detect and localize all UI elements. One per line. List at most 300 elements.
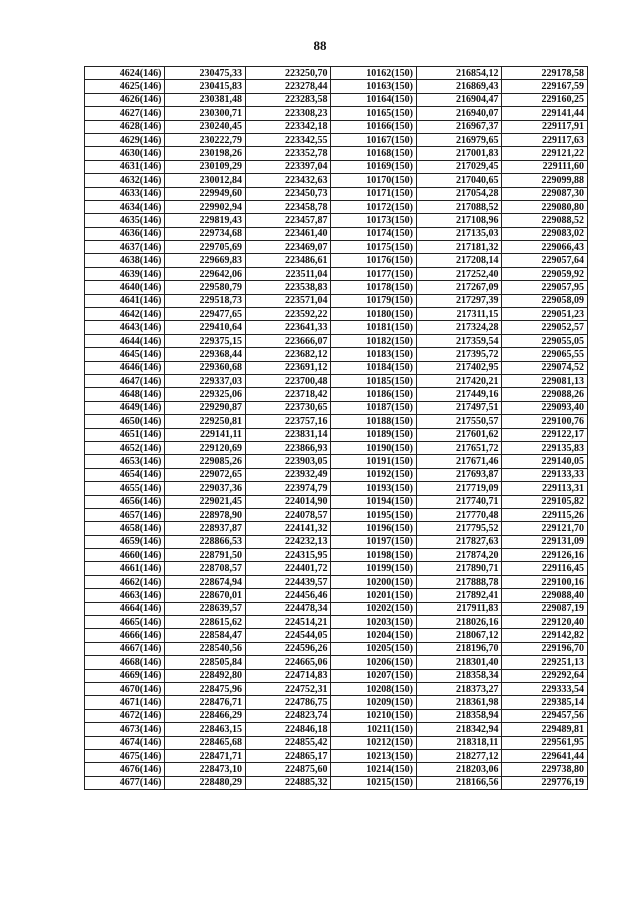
point-id-cell: 10198(150)	[331, 549, 417, 562]
coord-y-cell: 229100,16	[502, 575, 588, 588]
coord-x-cell: 228471,71	[165, 749, 245, 762]
point-id-cell: 10169(150)	[331, 160, 417, 173]
coord-x-cell: 217181,32	[416, 241, 502, 254]
coord-x-cell: 217827,63	[416, 535, 502, 548]
coord-x-cell: 230240,45	[165, 120, 245, 133]
point-id-cell: 4676(146)	[85, 763, 165, 776]
page-number: 88	[313, 38, 327, 53]
coord-y-cell: 223691,12	[245, 361, 331, 374]
coord-x-cell: 229120,69	[165, 441, 245, 454]
coord-y-cell: 224478,34	[245, 602, 331, 615]
coord-y-cell: 224315,95	[245, 549, 331, 562]
coord-y-cell: 229088,26	[502, 388, 588, 401]
coord-y-cell: 229088,40	[502, 589, 588, 602]
table-row	[85, 174, 588, 187]
coord-y-cell: 229117,91	[502, 120, 588, 133]
table-row	[85, 401, 588, 414]
point-id-cell: 4661(146)	[85, 562, 165, 575]
point-id-cell: 4626(146)	[85, 93, 165, 106]
table-row	[85, 736, 588, 749]
coord-y-cell: 229087,30	[502, 187, 588, 200]
point-id-cell: 4669(146)	[85, 669, 165, 682]
coord-x-cell: 218358,34	[416, 669, 502, 682]
coord-x-cell: 229949,60	[165, 187, 245, 200]
point-id-cell: 10173(150)	[331, 214, 417, 227]
coord-x-cell: 216940,07	[416, 107, 502, 120]
table-row	[85, 334, 588, 347]
coord-y-cell: 229058,09	[502, 294, 588, 307]
table-row	[85, 214, 588, 227]
point-id-cell: 4650(146)	[85, 415, 165, 428]
point-id-cell: 4671(146)	[85, 696, 165, 709]
coord-x-cell: 218361,98	[416, 696, 502, 709]
point-id-cell: 10171(150)	[331, 187, 417, 200]
coord-x-cell: 228473,10	[165, 763, 245, 776]
point-id-cell: 10205(150)	[331, 642, 417, 655]
coord-y-cell: 224752,31	[245, 682, 331, 695]
table-row	[85, 227, 588, 240]
coord-x-cell: 228465,68	[165, 736, 245, 749]
table-row	[85, 67, 588, 80]
coord-x-cell: 230300,71	[165, 107, 245, 120]
point-id-cell: 4644(146)	[85, 334, 165, 347]
point-id-cell: 10213(150)	[331, 749, 417, 762]
coord-x-cell: 218166,56	[416, 776, 502, 789]
point-id-cell: 10165(150)	[331, 107, 417, 120]
table-row	[85, 522, 588, 535]
coord-y-cell: 224078,57	[245, 508, 331, 521]
point-id-cell: 4666(146)	[85, 629, 165, 642]
point-id-cell: 4667(146)	[85, 642, 165, 655]
coord-x-cell: 228476,71	[165, 696, 245, 709]
coord-y-cell: 229776,19	[502, 776, 588, 789]
point-id-cell: 4663(146)	[85, 589, 165, 602]
coord-x-cell: 217252,40	[416, 267, 502, 280]
table-row	[85, 441, 588, 454]
coord-y-cell: 224823,74	[245, 709, 331, 722]
table-row	[85, 589, 588, 602]
coord-y-cell: 224514,21	[245, 616, 331, 629]
point-id-cell: 10177(150)	[331, 267, 417, 280]
table-row	[85, 321, 588, 334]
point-id-cell: 10188(150)	[331, 415, 417, 428]
coord-x-cell: 217395,72	[416, 348, 502, 361]
point-id-cell: 10168(150)	[331, 147, 417, 160]
coord-y-cell: 224401,72	[245, 562, 331, 575]
coord-x-cell: 230222,79	[165, 133, 245, 146]
table-row	[85, 562, 588, 575]
coord-x-cell: 216979,65	[416, 133, 502, 146]
point-id-cell: 4674(146)	[85, 736, 165, 749]
table-row	[85, 120, 588, 133]
coord-x-cell: 217719,09	[416, 482, 502, 495]
coord-y-cell: 229065,55	[502, 348, 588, 361]
coord-x-cell: 217040,65	[416, 174, 502, 187]
point-id-cell: 4639(146)	[85, 267, 165, 280]
point-id-cell: 10203(150)	[331, 616, 417, 629]
coord-y-cell: 229117,63	[502, 133, 588, 146]
coord-y-cell: 223592,22	[245, 308, 331, 321]
point-id-cell: 10211(150)	[331, 723, 417, 736]
coord-y-cell: 229131,09	[502, 535, 588, 548]
coord-y-cell: 229116,45	[502, 562, 588, 575]
coord-y-cell: 229178,58	[502, 67, 588, 80]
coord-y-cell: 229738,80	[502, 763, 588, 776]
point-id-cell: 4628(146)	[85, 120, 165, 133]
table-row	[85, 374, 588, 387]
coord-x-cell: 217888,78	[416, 575, 502, 588]
coord-x-cell: 217324,28	[416, 321, 502, 334]
table-row	[85, 642, 588, 655]
point-id-cell: 10204(150)	[331, 629, 417, 642]
coord-x-cell: 229410,64	[165, 321, 245, 334]
table-row	[85, 482, 588, 495]
coord-y-cell: 223342,18	[245, 120, 331, 133]
coord-x-cell: 218301,40	[416, 656, 502, 669]
coord-x-cell: 229518,73	[165, 294, 245, 307]
coord-x-cell: 228584,47	[165, 629, 245, 642]
coord-y-cell: 223352,78	[245, 147, 331, 160]
coord-y-cell: 229055,05	[502, 334, 588, 347]
point-id-cell: 4645(146)	[85, 348, 165, 361]
point-id-cell: 4665(146)	[85, 616, 165, 629]
coord-y-cell: 229080,80	[502, 200, 588, 213]
coord-x-cell: 229705,69	[165, 241, 245, 254]
table-row	[85, 361, 588, 374]
coord-x-cell: 217088,52	[416, 200, 502, 213]
point-id-cell: 10162(150)	[331, 67, 417, 80]
coord-x-cell: 217795,52	[416, 522, 502, 535]
point-id-cell: 10199(150)	[331, 562, 417, 575]
coord-y-cell: 229489,81	[502, 723, 588, 736]
coord-x-cell: 217402,95	[416, 361, 502, 374]
point-id-cell: 10167(150)	[331, 133, 417, 146]
coord-x-cell: 229021,45	[165, 495, 245, 508]
coord-y-cell: 229052,57	[502, 321, 588, 334]
coord-y-cell: 224865,17	[245, 749, 331, 762]
coord-x-cell: 230381,48	[165, 93, 245, 106]
coord-y-cell: 223831,14	[245, 428, 331, 441]
table-row	[85, 147, 588, 160]
coord-x-cell: 217497,51	[416, 401, 502, 414]
point-id-cell: 4642(146)	[85, 308, 165, 321]
coord-x-cell: 216904,47	[416, 93, 502, 106]
coord-x-cell: 218067,12	[416, 629, 502, 642]
coord-y-cell: 229251,13	[502, 656, 588, 669]
coord-x-cell: 217297,39	[416, 294, 502, 307]
coord-y-cell: 229561,95	[502, 736, 588, 749]
coord-y-cell: 229093,40	[502, 401, 588, 414]
point-id-cell: 10215(150)	[331, 776, 417, 789]
coord-x-cell: 228615,62	[165, 616, 245, 629]
coord-y-cell: 229167,59	[502, 80, 588, 93]
coord-x-cell: 230198,26	[165, 147, 245, 160]
coord-y-cell: 229059,92	[502, 267, 588, 280]
coord-y-cell: 229140,05	[502, 455, 588, 468]
point-id-cell: 4673(146)	[85, 723, 165, 736]
coord-x-cell: 218318,11	[416, 736, 502, 749]
coord-y-cell: 229142,82	[502, 629, 588, 642]
table-row	[85, 629, 588, 642]
point-id-cell: 4668(146)	[85, 656, 165, 669]
point-id-cell: 10214(150)	[331, 763, 417, 776]
coord-y-cell: 229111,60	[502, 160, 588, 173]
point-id-cell: 10212(150)	[331, 736, 417, 749]
coord-x-cell: 229580,79	[165, 281, 245, 294]
coord-y-cell: 223730,65	[245, 401, 331, 414]
point-id-cell: 4651(146)	[85, 428, 165, 441]
coord-y-cell: 224544,05	[245, 629, 331, 642]
point-id-cell: 10180(150)	[331, 308, 417, 321]
coord-y-cell: 224456,46	[245, 589, 331, 602]
coord-y-cell: 223866,93	[245, 441, 331, 454]
coord-x-cell: 217359,54	[416, 334, 502, 347]
coord-x-cell: 228463,15	[165, 723, 245, 736]
coord-x-cell: 229642,06	[165, 267, 245, 280]
coord-y-cell: 223458,78	[245, 200, 331, 213]
coord-y-cell: 229087,19	[502, 602, 588, 615]
coord-x-cell: 217311,15	[416, 308, 502, 321]
coord-x-cell: 229734,68	[165, 227, 245, 240]
coord-x-cell: 218358,94	[416, 709, 502, 722]
coord-x-cell: 229819,43	[165, 214, 245, 227]
coord-y-cell: 229160,25	[502, 93, 588, 106]
coord-x-cell: 217651,72	[416, 441, 502, 454]
point-id-cell: 4631(146)	[85, 160, 165, 173]
coord-y-cell: 224855,42	[245, 736, 331, 749]
coord-x-cell: 217601,62	[416, 428, 502, 441]
point-id-cell: 4677(146)	[85, 776, 165, 789]
table-row	[85, 763, 588, 776]
coord-y-cell: 223432,63	[245, 174, 331, 187]
point-id-cell: 4662(146)	[85, 575, 165, 588]
coord-y-cell: 229121,22	[502, 147, 588, 160]
coord-x-cell: 216967,37	[416, 120, 502, 133]
point-id-cell: 10179(150)	[331, 294, 417, 307]
coord-x-cell: 217550,57	[416, 415, 502, 428]
point-id-cell: 10163(150)	[331, 80, 417, 93]
point-id-cell: 4635(146)	[85, 214, 165, 227]
coord-x-cell: 228466,29	[165, 709, 245, 722]
point-id-cell: 10182(150)	[331, 334, 417, 347]
coord-y-cell: 223757,16	[245, 415, 331, 428]
coord-x-cell: 228866,53	[165, 535, 245, 548]
point-id-cell: 10178(150)	[331, 281, 417, 294]
coord-y-cell: 223308,23	[245, 107, 331, 120]
table-row	[85, 187, 588, 200]
coord-x-cell: 229325,06	[165, 388, 245, 401]
coord-y-cell: 229081,13	[502, 374, 588, 387]
coord-y-cell: 224714,83	[245, 669, 331, 682]
coord-y-cell: 229333,54	[502, 682, 588, 695]
coord-y-cell: 229385,14	[502, 696, 588, 709]
coord-x-cell: 228475,96	[165, 682, 245, 695]
coord-y-cell: 223450,73	[245, 187, 331, 200]
table-row	[85, 656, 588, 669]
point-id-cell: 4647(146)	[85, 374, 165, 387]
point-id-cell: 10186(150)	[331, 388, 417, 401]
coord-x-cell: 228791,50	[165, 549, 245, 562]
coord-x-cell: 216854,12	[416, 67, 502, 80]
point-id-cell: 10181(150)	[331, 321, 417, 334]
table-row	[85, 723, 588, 736]
coord-x-cell: 229337,03	[165, 374, 245, 387]
table-row	[85, 468, 588, 481]
point-id-cell: 10183(150)	[331, 348, 417, 361]
point-id-cell: 10166(150)	[331, 120, 417, 133]
coord-y-cell: 229105,82	[502, 495, 588, 508]
coord-x-cell: 228480,29	[165, 776, 245, 789]
point-id-cell: 4633(146)	[85, 187, 165, 200]
coord-y-cell: 223486,61	[245, 254, 331, 267]
coord-y-cell: 224665,06	[245, 656, 331, 669]
coord-x-cell: 228505,84	[165, 656, 245, 669]
coord-x-cell: 228670,01	[165, 589, 245, 602]
point-id-cell: 4660(146)	[85, 549, 165, 562]
coord-x-cell: 218277,12	[416, 749, 502, 762]
point-id-cell: 10209(150)	[331, 696, 417, 709]
coord-y-cell: 223682,12	[245, 348, 331, 361]
coord-x-cell: 229669,83	[165, 254, 245, 267]
point-id-cell: 4657(146)	[85, 508, 165, 521]
coord-y-cell: 223718,42	[245, 388, 331, 401]
table-row	[85, 602, 588, 615]
table-row	[85, 388, 588, 401]
point-id-cell: 10196(150)	[331, 522, 417, 535]
point-id-cell: 10195(150)	[331, 508, 417, 521]
point-id-cell: 4648(146)	[85, 388, 165, 401]
table-row	[85, 669, 588, 682]
coord-x-cell: 218373,27	[416, 682, 502, 695]
point-id-cell: 4640(146)	[85, 281, 165, 294]
coord-x-cell: 217449,16	[416, 388, 502, 401]
coord-x-cell: 217740,71	[416, 495, 502, 508]
coord-y-cell: 224885,32	[245, 776, 331, 789]
table-row	[85, 281, 588, 294]
coord-x-cell: 228639,57	[165, 602, 245, 615]
point-id-cell: 10206(150)	[331, 656, 417, 669]
coord-y-cell: 224232,13	[245, 535, 331, 548]
table-row	[85, 160, 588, 173]
coord-x-cell: 217890,71	[416, 562, 502, 575]
point-id-cell: 4629(146)	[85, 133, 165, 146]
coord-y-cell: 229141,44	[502, 107, 588, 120]
coord-x-cell: 228937,87	[165, 522, 245, 535]
coord-y-cell: 224439,57	[245, 575, 331, 588]
coord-y-cell: 229115,26	[502, 508, 588, 521]
table-row	[85, 93, 588, 106]
table-row	[85, 200, 588, 213]
point-id-cell: 10207(150)	[331, 669, 417, 682]
coord-y-cell: 223974,79	[245, 482, 331, 495]
point-id-cell: 4653(146)	[85, 455, 165, 468]
table-row	[85, 107, 588, 120]
coord-y-cell: 229088,52	[502, 214, 588, 227]
coord-y-cell: 229057,64	[502, 254, 588, 267]
coord-x-cell: 217770,48	[416, 508, 502, 521]
point-id-cell: 10208(150)	[331, 682, 417, 695]
point-id-cell: 4632(146)	[85, 174, 165, 187]
coord-x-cell: 217001,83	[416, 147, 502, 160]
coord-x-cell: 217029,45	[416, 160, 502, 173]
table-row	[85, 508, 588, 521]
coord-y-cell: 223342,55	[245, 133, 331, 146]
table-row	[85, 682, 588, 695]
point-id-cell: 10192(150)	[331, 468, 417, 481]
point-id-cell: 10200(150)	[331, 575, 417, 588]
coord-y-cell: 229641,44	[502, 749, 588, 762]
coord-y-cell: 224014,90	[245, 495, 331, 508]
coord-y-cell: 229120,40	[502, 616, 588, 629]
point-id-cell: 10176(150)	[331, 254, 417, 267]
coord-y-cell: 229083,02	[502, 227, 588, 240]
coord-y-cell: 229113,31	[502, 482, 588, 495]
table-row	[85, 428, 588, 441]
coord-x-cell: 228492,80	[165, 669, 245, 682]
table-row	[85, 616, 588, 629]
coord-y-cell: 223461,40	[245, 227, 331, 240]
point-id-cell: 10202(150)	[331, 602, 417, 615]
table-row	[85, 749, 588, 762]
coord-x-cell: 218026,16	[416, 616, 502, 629]
table-row	[85, 241, 588, 254]
coord-y-cell: 229457,56	[502, 709, 588, 722]
point-id-cell: 4634(146)	[85, 200, 165, 213]
point-id-cell: 4649(146)	[85, 401, 165, 414]
point-id-cell: 10184(150)	[331, 361, 417, 374]
coord-x-cell: 228708,57	[165, 562, 245, 575]
coord-y-cell: 223457,87	[245, 214, 331, 227]
table-row	[85, 80, 588, 93]
table-row	[85, 455, 588, 468]
point-id-cell: 4630(146)	[85, 147, 165, 160]
coord-x-cell: 217267,09	[416, 281, 502, 294]
point-id-cell: 4637(146)	[85, 241, 165, 254]
coord-x-cell: 217911,83	[416, 602, 502, 615]
coord-y-cell: 224875,60	[245, 763, 331, 776]
coord-y-cell: 229051,23	[502, 308, 588, 321]
point-id-cell: 10190(150)	[331, 441, 417, 454]
coord-x-cell: 229368,44	[165, 348, 245, 361]
coord-x-cell: 217874,20	[416, 549, 502, 562]
point-id-cell: 10175(150)	[331, 241, 417, 254]
table-row	[85, 776, 588, 789]
coord-x-cell: 229290,87	[165, 401, 245, 414]
coord-x-cell: 228978,90	[165, 508, 245, 521]
coord-x-cell: 217693,87	[416, 468, 502, 481]
coord-x-cell: 218203,06	[416, 763, 502, 776]
coord-x-cell: 217671,46	[416, 455, 502, 468]
coord-x-cell: 217108,96	[416, 214, 502, 227]
point-id-cell: 4625(146)	[85, 80, 165, 93]
coord-x-cell: 229477,65	[165, 308, 245, 321]
point-id-cell: 10189(150)	[331, 428, 417, 441]
point-id-cell: 10185(150)	[331, 374, 417, 387]
coord-x-cell: 216869,43	[416, 80, 502, 93]
coord-x-cell: 230415,83	[165, 80, 245, 93]
point-id-cell: 4652(146)	[85, 441, 165, 454]
table-row	[85, 696, 588, 709]
coord-x-cell: 217135,03	[416, 227, 502, 240]
point-id-cell: 4672(146)	[85, 709, 165, 722]
coord-y-cell: 229196,70	[502, 642, 588, 655]
point-id-cell: 4643(146)	[85, 321, 165, 334]
point-id-cell: 4627(146)	[85, 107, 165, 120]
table-body	[85, 67, 588, 790]
table-row	[85, 549, 588, 562]
coord-y-cell: 229099,88	[502, 174, 588, 187]
coord-y-cell: 224846,18	[245, 723, 331, 736]
